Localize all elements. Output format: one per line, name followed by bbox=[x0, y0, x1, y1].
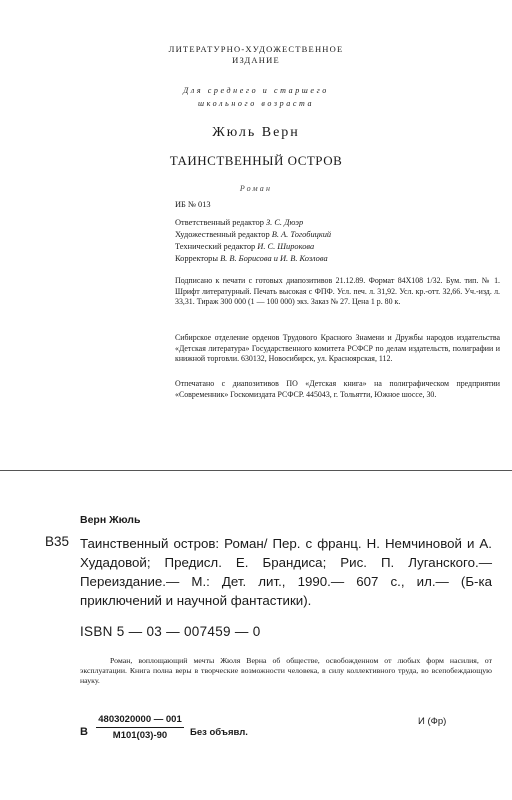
series-line-2: ИЗДАНИЕ bbox=[232, 55, 280, 65]
book-author: Жюль Верн bbox=[212, 125, 300, 140]
series-line-1: ЛИТЕРАТУРНО-ХУДОЖЕСТВЕННОЕ bbox=[168, 44, 344, 54]
ib-number: ИБ № 013 bbox=[175, 200, 211, 209]
staff-name: И. С. Широкова bbox=[257, 242, 315, 251]
no-ads-label: Без объявл. bbox=[190, 727, 248, 738]
book-genre: Роман bbox=[239, 184, 273, 193]
catalog-code: В35 bbox=[45, 534, 70, 549]
staff-role: Технический редактор bbox=[175, 242, 256, 251]
index-denominator: М101(03)-90 bbox=[112, 730, 168, 741]
staff-row bbox=[175, 253, 331, 265]
index-numerator: 4803020000 — 001 bbox=[96, 714, 184, 728]
staff-role: Ответственный редактор bbox=[175, 218, 264, 227]
publisher-info: Сибирское отделение орденов Трудового Красного Знамени и Дружбы народов издательства «Детская литература» Государственного комитета РСФСР по делам издательств, полиграфии и книжной торговли. 630132, Новосибирск, ул. Красноярская, 112. bbox=[175, 333, 500, 363]
audience-label bbox=[0, 84, 512, 110]
print-specs: Подписано к печати с готовых диапозитивов 21.12.89. Формат 84X108 1/32. Бум. тип. № 1. Шрифт литературный. Печать высокая с ФПФ. Усл. печ. л. 31,92. Усл. кр.-отт. 32,66. Уч.-изд. л. 33,31. Тираж 300 000 (1 — 100 000) экз. Заказ № 27. Цена 1 р. 80 к. bbox=[175, 276, 500, 306]
audience-line-1: Для среднего и старшего bbox=[183, 86, 329, 95]
staff-name: В. А. Тогобицкий bbox=[271, 230, 332, 239]
series-label bbox=[0, 44, 512, 66]
staff-role: Корректоры bbox=[175, 254, 218, 263]
staff-row bbox=[175, 229, 331, 241]
staff-role: Художественный редактор bbox=[175, 230, 270, 239]
language-index: И (Фр) bbox=[418, 716, 447, 727]
catalog-author-heading: Верн Жюль bbox=[80, 514, 141, 526]
staff-name: В. В. Борисова и И. В. Козлова bbox=[220, 254, 328, 263]
divider bbox=[0, 470, 512, 471]
isbn: ISBN 5 — 03 — 007459 — 0 bbox=[80, 624, 261, 639]
staff-row bbox=[175, 241, 331, 253]
printer-info: Отпечатано с диапозитивов ПО «Детская книга» на полиграфическом предприятии «Современник» Госкомиздата РСФСР. 445043, г. Тольятти, Южное шоссе, 30. bbox=[175, 379, 500, 399]
book-title: ТАИНСТВЕННЫЙ ОСТРОВ bbox=[169, 153, 343, 168]
audience-line-2: школьного возраста bbox=[197, 99, 315, 108]
staff-row bbox=[175, 217, 331, 229]
editorial-staff bbox=[175, 217, 331, 265]
staff-name: З. С. Дюэр bbox=[266, 218, 304, 227]
book-annotation: Роман, воплощающий мечты Жюля Верна об обществе, освобожденном от любых форм насилия, от эксплуатации. Книга полна веры в творческие возможности человека, в силу коллективного труда, во всепобеждающую науку. bbox=[80, 656, 492, 685]
index-letter: В bbox=[80, 726, 88, 738]
index-fraction bbox=[96, 714, 184, 741]
catalog-entry: Таинственный остров: Роман/ Пер. с франц. Н. Немчиновой и А. Худадовой; Предисл. Е. Брандиса; Рис. П. Луганского.— Переиздание.— М.: Дет. лит., 1990.— 607 с., ил.— (Б-ка приключений и научной фантастики). bbox=[80, 536, 492, 608]
